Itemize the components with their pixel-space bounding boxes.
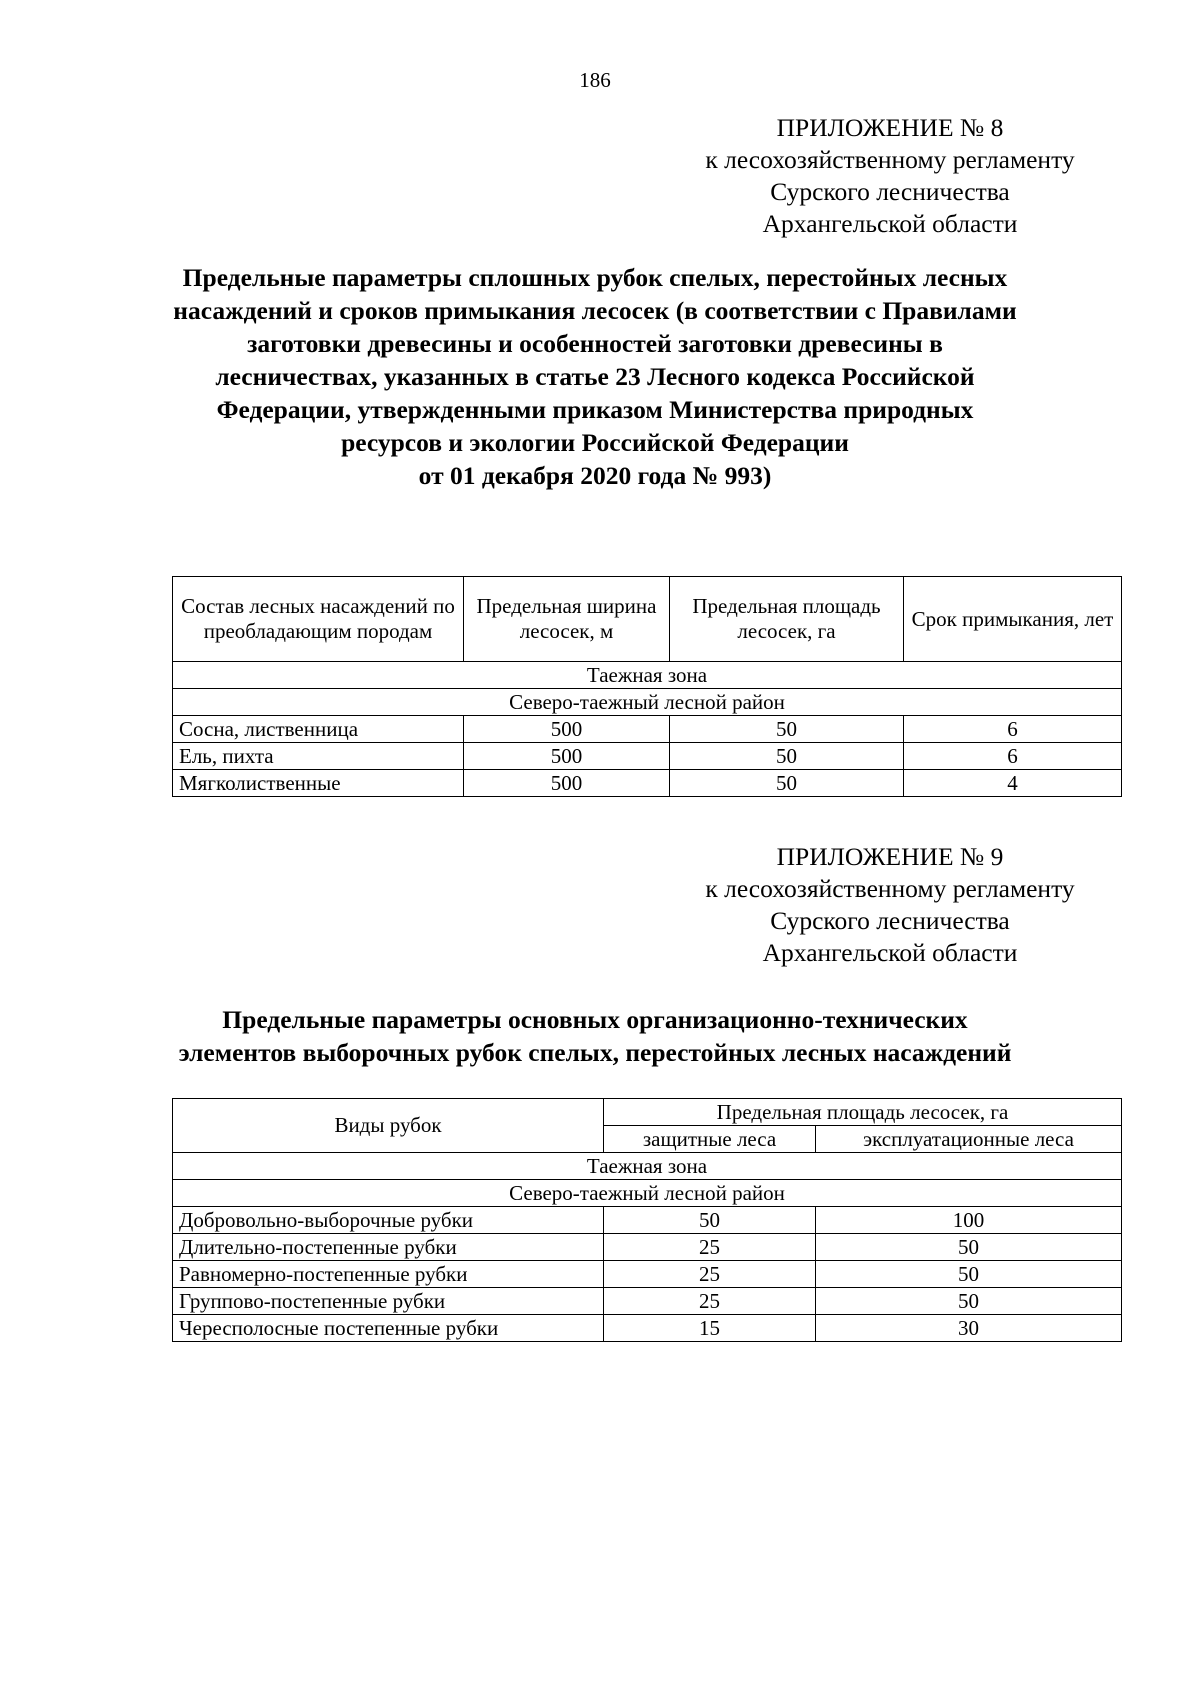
table-cell: Ель, пихта (173, 743, 464, 770)
table-header-cell: защитные леса (604, 1126, 816, 1153)
table-row (173, 1234, 1122, 1261)
table-cell: 500 (464, 716, 670, 743)
selective-cutting-table (172, 1098, 1122, 1342)
page-number: 186 (579, 68, 611, 92)
region-cell: Северо-таежный лесной район (173, 1180, 1122, 1207)
table-header-cell: эксплуатационные леса (816, 1126, 1122, 1153)
table-cell: Длительно-постепенные рубки (173, 1234, 604, 1261)
table-header-cell: Состав лесных насаждений по преобладающим породам (173, 577, 464, 662)
zone-cell: Таежная зона (173, 662, 1122, 689)
table-cell: 6 (904, 743, 1122, 770)
table-header-cell: Предельная ширина лесосек, м (464, 577, 670, 662)
table-cell: 15 (604, 1315, 816, 1342)
table-cell: Мягколиственные (173, 770, 464, 797)
table-cell: 6 (904, 716, 1122, 743)
appendix-9-header (680, 841, 1100, 969)
table-row (173, 1261, 1122, 1288)
appendix-8-line: Сурского лесничества (770, 177, 1010, 206)
title-selective-cutting (95, 1003, 1095, 1069)
table-cell: 30 (816, 1315, 1122, 1342)
table-row (173, 1207, 1122, 1234)
table-cell: 50 (816, 1288, 1122, 1315)
appendix-9-line: Сурского лесничества (770, 906, 1010, 935)
table-region-row (173, 689, 1122, 716)
zone-cell: Таежная зона (173, 1153, 1122, 1180)
table-cell: Чересполосные постепенные рубки (173, 1315, 604, 1342)
title-line: насаждений и сроков примыкания лесосек (в соответствии с Правилами (173, 296, 1017, 325)
title-line: Федерации, утвержденными приказом Министерства природных (216, 395, 974, 424)
appendix-8-line: к лесохозяйственному регламенту (705, 145, 1075, 174)
table-header-cell: Предельная площадь лесосек, га (604, 1099, 1122, 1126)
appendix-8-line: Архангельской области (762, 209, 1018, 238)
table-cell: Равномерно-постепенные рубки (173, 1261, 604, 1288)
table-cell: 25 (604, 1234, 816, 1261)
table-header-row (173, 1099, 1122, 1126)
table-row (173, 716, 1122, 743)
table-cell: Добровольно-выборочные рубки (173, 1207, 604, 1234)
table-row (173, 1315, 1122, 1342)
title-line: лесничествах, указанных в статье 23 Лесного кодекса Российской (215, 362, 975, 391)
appendix-8-line: ПРИЛОЖЕНИЕ № 8 (776, 113, 1004, 142)
table-header-row (173, 577, 1122, 662)
title-line: Предельные параметры основных организационно-технических (222, 1005, 968, 1034)
title-clear-cutting (95, 261, 1095, 492)
table-cell: Сосна, лиственница (173, 716, 464, 743)
table-cell: 25 (604, 1261, 816, 1288)
table-cell: 50 (670, 716, 904, 743)
title-line: ресурсов и экологии Российской Федерации (341, 428, 849, 457)
table-cell: 50 (670, 770, 904, 797)
table-header-cell: Предельная площадь лесосек, га (670, 577, 904, 662)
table-region-row (173, 1180, 1122, 1207)
table-cell: 500 (464, 743, 670, 770)
appendix-9-line: ПРИЛОЖЕНИЕ № 9 (776, 842, 1004, 871)
table-row (173, 770, 1122, 797)
table-cell: 100 (816, 1207, 1122, 1234)
table-cell: 50 (816, 1234, 1122, 1261)
table-cell: 50 (604, 1207, 816, 1234)
table-cell: 500 (464, 770, 670, 797)
title-line: от 01 декабря 2020 года № 993) (418, 461, 772, 490)
table-header-cell: Виды рубок (173, 1099, 604, 1153)
region-cell: Северо-таежный лесной район (173, 689, 1122, 716)
appendix-9-line: Архангельской области (762, 938, 1018, 967)
table-cell: 25 (604, 1288, 816, 1315)
table-row (173, 743, 1122, 770)
appendix-8-header (680, 112, 1100, 240)
table-row (173, 1288, 1122, 1315)
appendix-9-line: к лесохозяйственному регламенту (705, 874, 1075, 903)
title-line: элементов выборочных рубок спелых, перестойных лесных насаждений (178, 1038, 1012, 1067)
title-line: Предельные параметры сплошных рубок спелых, перестойных лесных (182, 263, 1008, 292)
table-header-cell: Срок примыкания, лет (904, 577, 1122, 662)
title-line: заготовки древесины и особенностей заготовки древесины в (247, 329, 943, 358)
table-cell: 50 (816, 1261, 1122, 1288)
clear-cutting-table (172, 576, 1122, 797)
table-zone-row (173, 662, 1122, 689)
table-cell: Группово-постепенные рубки (173, 1288, 604, 1315)
table-zone-row (173, 1153, 1122, 1180)
table-cell: 4 (904, 770, 1122, 797)
table-cell: 50 (670, 743, 904, 770)
